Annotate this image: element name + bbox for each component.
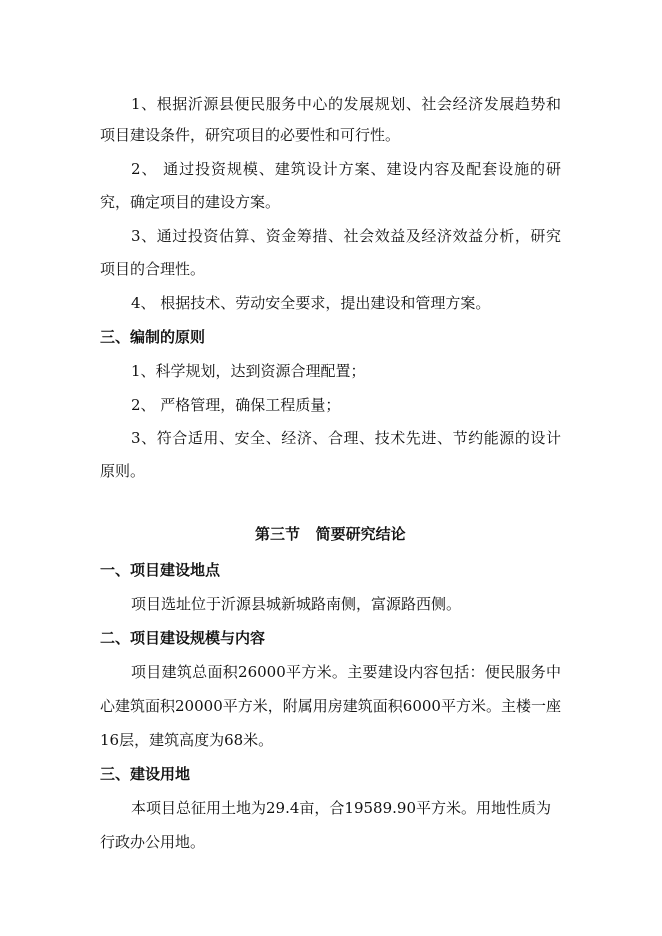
principle-3-line-1: 3、符合适用、安全、经济、合理、技术先进、节约能源的设计 (131, 429, 561, 447)
scale-text-line-3: 16层，建筑高度为68米。 (100, 731, 274, 749)
objective-1-line-1: 1、根据沂源县便民服务中心的发展规划、社会经济发展趋势和 (131, 95, 561, 113)
principles-heading: 三、编制的原则 (100, 328, 206, 346)
scale-heading: 二、项目建设规模与内容 (100, 629, 266, 647)
principle-3-line-2: 原则。 (100, 462, 146, 480)
principle-2: 2、 严格管理，确保工程质量； (131, 396, 341, 414)
objective-2-line-1: 2、 通过投资规模、建筑设计方案、建设内容及配套设施的研 (131, 160, 561, 178)
scale-text-line-2: 心建筑面积20000平方米，附属用房建筑面积6000平方米。主楼一座 (100, 697, 561, 715)
land-text-line-1: 本项目总征用土地为29.4亩，合19589.90平方米。用地性质为 (131, 799, 551, 817)
scale-text-line-1: 项目建筑总面积26000平方米。主要建设内容包括：便民服务中 (131, 663, 561, 681)
objective-3-line-2: 项目的合理性。 (100, 260, 206, 278)
land-heading: 三、建设用地 (100, 765, 191, 783)
location-heading: 一、项目建设地点 (100, 561, 221, 579)
objective-2-line-2: 究，确定项目的建设方案。 (100, 193, 281, 211)
section-title: 第三节 简要研究结论 (255, 525, 406, 543)
objective-3-line-1: 3、通过投资估算、资金筹措、社会效益及经济效益分析，研究 (131, 227, 561, 245)
location-text: 项目选址位于沂源县城新城路南侧，富源路西侧。 (131, 595, 462, 613)
land-text-line-2: 行政办公用地。 (100, 833, 206, 851)
objective-4-line: 4、 根据技术、劳动安全要求，提出建设和管理方案。 (131, 294, 491, 312)
principle-1: 1、科学规划，达到资源合理配置； (131, 362, 366, 380)
objective-1-line-2: 项目建设条件，研究项目的必要性和可行性。 (100, 126, 401, 144)
